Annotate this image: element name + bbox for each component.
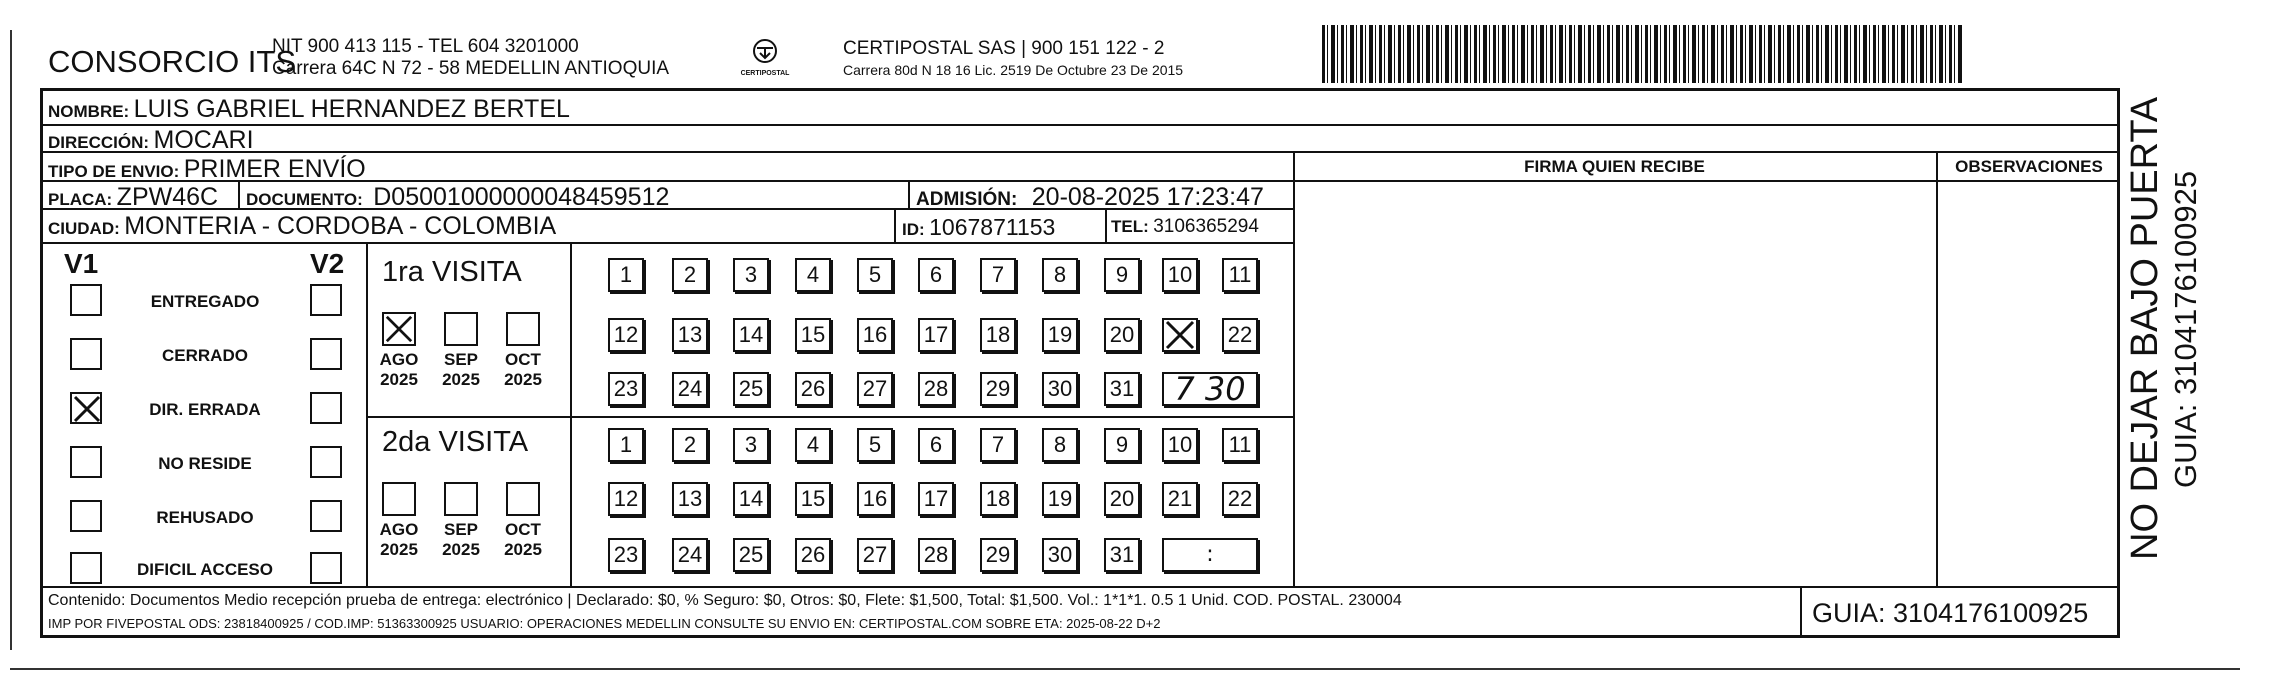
admision-value: 20-08-2025 17:23:47 xyxy=(1031,183,1264,211)
day-box[interactable]: 27 xyxy=(857,538,893,572)
day-box[interactable]: 16 xyxy=(857,318,893,352)
obs-column-left xyxy=(1936,151,1938,586)
day-box[interactable]: 18 xyxy=(980,318,1016,352)
day-box[interactable]: 22 xyxy=(1222,482,1258,516)
status-label: DIR. ERRADA xyxy=(149,400,261,419)
bottom-rule xyxy=(10,668,2240,670)
day-box[interactable]: 29 xyxy=(980,372,1016,406)
direccion-value: MOCARI xyxy=(153,126,254,154)
v1-checkbox[interactable] xyxy=(70,284,102,316)
month-checkbox[interactable] xyxy=(444,482,478,516)
v2-checkbox[interactable] xyxy=(310,338,342,370)
day-box[interactable]: 8 xyxy=(1042,258,1078,292)
status-label: NO RESIDE xyxy=(158,454,252,473)
id-label: ID: xyxy=(902,220,925,239)
v2-checkbox[interactable] xyxy=(310,500,342,532)
admision-label: ADMISIÓN: xyxy=(916,189,1018,210)
day-box[interactable]: 15 xyxy=(795,482,831,516)
nombre-value: LUIS GABRIEL HERNANDEZ BERTEL xyxy=(133,95,570,123)
side-guia: GUIA: 3104176100925 xyxy=(2168,170,2203,488)
day-box[interactable]: 22 xyxy=(1222,318,1258,352)
cell-divider xyxy=(908,180,910,208)
observaciones-header: OBSERVACIONES xyxy=(1955,157,2103,176)
direccion-label: DIRECCIÓN: xyxy=(48,133,150,152)
firma-header: FIRMA QUIEN RECIBE xyxy=(1524,157,1705,176)
status-divider xyxy=(366,242,368,586)
id-value: 1067871153 xyxy=(929,214,1056,240)
x-mark-icon xyxy=(384,314,414,344)
nombre-label: NOMBRE: xyxy=(48,102,130,121)
day-box[interactable]: 9 xyxy=(1104,428,1140,462)
time-field[interactable]: 7 30 xyxy=(1162,372,1258,406)
address-line: Carrera 64C N 72 - 58 MEDELLIN ANTIOQUIA xyxy=(272,58,670,79)
year-label: 2025 xyxy=(442,540,480,559)
status-label: ENTREGADO xyxy=(150,292,260,311)
day-box[interactable]: 27 xyxy=(857,372,893,406)
tipo-value: PRIMER ENVÍO xyxy=(183,155,366,183)
day-box[interactable]: 1 xyxy=(608,428,644,462)
day-box[interactable]: 8 xyxy=(1042,428,1078,462)
documento-label: DOCUMENTO: xyxy=(246,190,363,209)
day-box[interactable]: 23 xyxy=(608,372,644,406)
year-label: 2025 xyxy=(504,370,542,389)
row-rule xyxy=(40,151,2120,153)
day-box[interactable]: 28 xyxy=(918,372,954,406)
placa-value: ZPW46C xyxy=(116,183,219,211)
day-box[interactable]: 20 xyxy=(1104,318,1140,352)
month-label: OCT xyxy=(505,520,541,539)
day-box[interactable]: 16 xyxy=(857,482,893,516)
v1-checkbox[interactable] xyxy=(70,392,102,424)
admision-row xyxy=(916,183,1264,212)
contenido-line: Contenido: Documentos Medio recepción prueba de entrega: electrónico | Declarado: $0, % Seguro: $0, Otros: $0, Flete: $1,500, Total: $1,500. Vol.: 1*1*1. 0.5 1 Unid. COD. POSTAL. 230004 xyxy=(48,592,1402,609)
day-box[interactable]: 24 xyxy=(672,538,708,572)
ciudad-label: CIUDAD: xyxy=(48,219,120,238)
day-box[interactable]: 1 xyxy=(608,258,644,292)
year-label: 2025 xyxy=(504,540,542,559)
day-box[interactable]: 6 xyxy=(918,428,954,462)
year-label: 2025 xyxy=(380,370,418,389)
day-box[interactable]: 26 xyxy=(795,372,831,406)
day-box[interactable]: 28 xyxy=(918,538,954,572)
direccion-row xyxy=(48,126,254,155)
year-label: 2025 xyxy=(380,540,418,559)
status-label: CERRADO xyxy=(162,346,248,365)
day-box[interactable]: 10 xyxy=(1162,428,1198,462)
tipo-row xyxy=(48,155,366,184)
day-box[interactable]: 6 xyxy=(918,258,954,292)
tel-value: 3106365294 xyxy=(1153,216,1259,237)
day-box[interactable]: 7 xyxy=(980,258,1016,292)
tel-label: TEL: xyxy=(1111,217,1149,236)
day-box[interactable]: 13 xyxy=(672,318,708,352)
documento-value: D05001000000048459512 xyxy=(373,183,670,211)
v2-checkbox[interactable] xyxy=(310,284,342,316)
day-box[interactable]: 17 xyxy=(918,482,954,516)
day-box[interactable]: 4 xyxy=(795,428,831,462)
day-box[interactable]: 24 xyxy=(672,372,708,406)
day-box[interactable]: 25 xyxy=(733,372,769,406)
tipo-label: TIPO DE ENVIO: xyxy=(48,162,180,181)
day-box[interactable]: 5 xyxy=(857,258,893,292)
tel-row xyxy=(1111,216,1259,238)
row-rule xyxy=(40,124,2120,126)
placa-row xyxy=(48,183,218,212)
barcode xyxy=(1322,25,1962,83)
day-box[interactable]: 20 xyxy=(1104,482,1140,516)
month-label: SEP xyxy=(443,520,479,539)
ciudad-value: MONTERIA - CORDOBA - COLOMBIA xyxy=(124,212,557,240)
day-box[interactable]: 11 xyxy=(1222,428,1258,462)
license-line: Carrera 80d N 18 16 Lic. 2519 De Octubre 23 De 2015 xyxy=(843,62,1184,78)
certipostal-logo xyxy=(735,38,795,88)
x-mark-icon xyxy=(72,394,104,426)
day-box[interactable]: 17 xyxy=(918,318,954,352)
month-checkbox[interactable] xyxy=(506,482,540,516)
status-label: REHUSADO xyxy=(156,508,254,527)
day-box[interactable]: 3 xyxy=(733,258,769,292)
day-box[interactable]: 21 xyxy=(1162,482,1198,516)
day-box[interactable]: 23 xyxy=(608,538,644,572)
day-box[interactable]: 14 xyxy=(733,318,769,352)
v2-checkbox[interactable] xyxy=(310,446,342,478)
v1-checkbox[interactable] xyxy=(70,552,102,584)
v2-heading: V2 xyxy=(310,248,345,279)
cell-divider xyxy=(894,208,896,242)
placa-label: PLACA: xyxy=(48,190,113,209)
cell-divider xyxy=(238,180,240,208)
month-label: OCT xyxy=(505,350,541,369)
company-name: CONSORCIO ITS xyxy=(48,44,297,79)
month-checkbox[interactable] xyxy=(506,312,540,346)
time-field[interactable]: : xyxy=(1162,538,1258,572)
firma-column-left xyxy=(1293,151,1295,586)
row-rule xyxy=(40,242,1293,244)
day-box[interactable]: 11 xyxy=(1222,258,1258,292)
footer-rule xyxy=(40,586,2120,588)
day-box[interactable] xyxy=(1162,318,1198,352)
day-box[interactable]: 25 xyxy=(733,538,769,572)
day-box[interactable]: 7 xyxy=(980,428,1016,462)
ciudad-row xyxy=(48,212,556,241)
day-box[interactable]: 10 xyxy=(1162,258,1198,292)
day-box[interactable]: 15 xyxy=(795,318,831,352)
month-label: SEP xyxy=(443,350,479,369)
v2-checkbox[interactable] xyxy=(310,392,342,424)
cell-divider xyxy=(1105,208,1107,242)
day-box[interactable]: 3 xyxy=(733,428,769,462)
day-box[interactable]: 2 xyxy=(672,428,708,462)
v1-heading: V1 xyxy=(64,248,99,279)
month-checkbox[interactable] xyxy=(382,312,416,346)
id-row xyxy=(902,214,1055,241)
visita1-title: 1ra VISITA xyxy=(382,256,522,288)
nombre-row xyxy=(48,95,570,124)
day-box[interactable]: 31 xyxy=(1104,372,1140,406)
day-box[interactable]: 14 xyxy=(733,482,769,516)
month-checkbox[interactable] xyxy=(382,482,416,516)
months-divider xyxy=(570,242,572,586)
day-box[interactable]: 2 xyxy=(672,258,708,292)
day-box[interactable]: 13 xyxy=(672,482,708,516)
no-dejar-bajo-puerta: NO DEJAR BAJO PUERTA xyxy=(2124,96,2166,560)
v1-checkbox[interactable] xyxy=(70,446,102,478)
imp-line: IMP POR FIVEPOSTAL ODS: 23818400925 / COD.IMP: 51363300925 USUARIO: OPERACIONES MEDELLIN CONSULTE SU ENVIO EN: CERTIPOSTAL.COM SOBRE ETA: 2025-08-22 D+2 xyxy=(48,616,1161,631)
month-label: AGO xyxy=(379,350,419,369)
day-box[interactable]: 26 xyxy=(795,538,831,572)
month-label: AGO xyxy=(379,520,419,539)
day-box[interactable]: 12 xyxy=(608,482,644,516)
guia-divider xyxy=(1800,586,1802,638)
day-box[interactable]: 19 xyxy=(1042,318,1078,352)
certipostal-line: CERTIPOSTAL SAS | 900 151 122 - 2 xyxy=(843,38,1165,59)
day-box[interactable]: 9 xyxy=(1104,258,1140,292)
x-mark-icon xyxy=(1164,320,1196,350)
day-box[interactable]: 19 xyxy=(1042,482,1078,516)
documento-row xyxy=(246,183,669,212)
day-box[interactable]: 31 xyxy=(1104,538,1140,572)
v1-checkbox[interactable] xyxy=(70,338,102,370)
v2-checkbox[interactable] xyxy=(310,552,342,584)
visita-divider xyxy=(366,416,1293,418)
logo-text: CERTIPOSTAL xyxy=(740,70,790,77)
footer-guia: GUIA: 3104176100925 xyxy=(1812,598,2089,628)
day-box[interactable]: 18 xyxy=(980,482,1016,516)
day-box[interactable]: 5 xyxy=(857,428,893,462)
day-box[interactable]: 4 xyxy=(795,258,831,292)
v1-checkbox[interactable] xyxy=(70,500,102,532)
visita2-title: 2da VISITA xyxy=(382,426,529,458)
nit-line: NIT 900 413 115 - TEL 604 3201000 xyxy=(272,36,579,57)
year-label: 2025 xyxy=(442,370,480,389)
day-box[interactable]: 30 xyxy=(1042,538,1078,572)
status-label: DIFICIL ACCESO xyxy=(136,560,273,579)
month-checkbox[interactable] xyxy=(444,312,478,346)
left-edge-mark xyxy=(10,30,12,650)
day-box[interactable]: 29 xyxy=(980,538,1016,572)
day-box[interactable]: 30 xyxy=(1042,372,1078,406)
day-box[interactable]: 12 xyxy=(608,318,644,352)
